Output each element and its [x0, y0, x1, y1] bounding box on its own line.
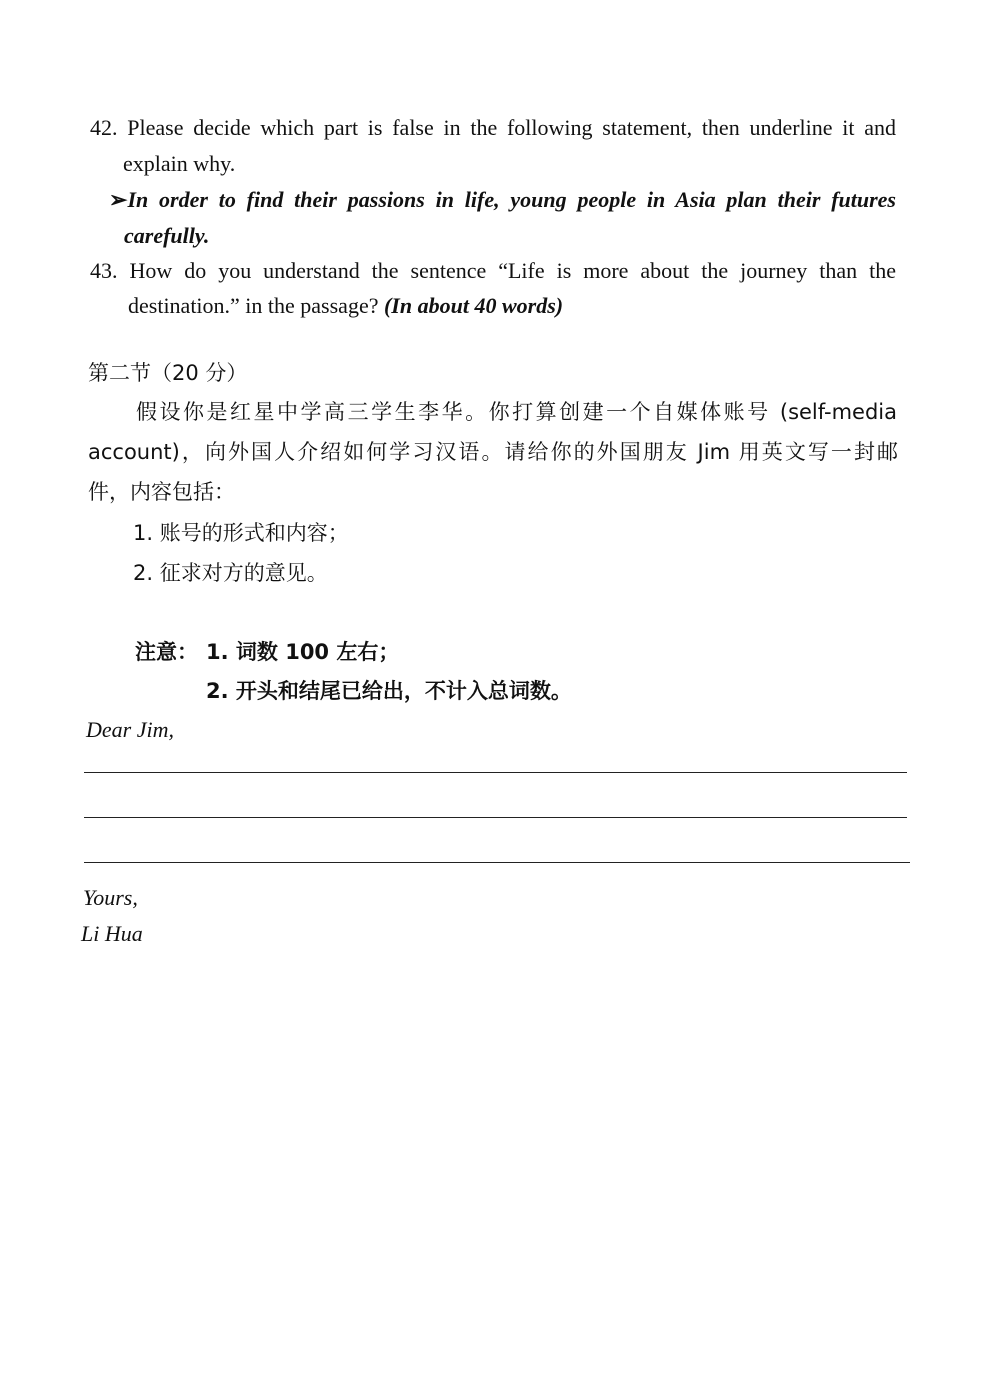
answer-line-1[interactable]	[84, 772, 907, 773]
q42-text-line1: Please decide which part is false in the following statement, then underline it and	[127, 115, 896, 140]
q43-line1	[90, 257, 896, 285]
q42-statement-line1	[109, 186, 896, 214]
arrow-bullet-icon: ➢	[109, 187, 128, 212]
answer-line-3[interactable]	[84, 862, 910, 863]
letter-greeting: Dear Jim,	[86, 717, 174, 742]
letter-signature: Li Hua	[81, 921, 143, 946]
q43-number: 43.	[90, 258, 118, 283]
letter-closing: Yours,	[83, 885, 138, 910]
writing-prompt-line1: 假设你是红星中学高三学生李华。你打算创建一个自媒体账号 (self-media	[136, 400, 897, 424]
section2-heading: 第二节（20 分）	[88, 361, 248, 385]
q42-text-line2: explain why.	[123, 151, 236, 176]
q42-line1	[90, 114, 896, 142]
q43-text-line1: How do you understand the sentence “Life is more about the journey than the	[129, 258, 897, 283]
prompt-item-2: 2. 征求对方的意见。	[133, 561, 328, 585]
prompt-item-1: 1. 账号的形式和内容；	[133, 521, 349, 545]
statement-text-line1: In order to find their passions in life, young people in Asia plan their futures	[127, 187, 896, 212]
q43-text-line2: destination.” in the passage?	[128, 293, 379, 318]
q42-number: 42.	[90, 115, 118, 140]
q43-line2	[128, 292, 563, 320]
notes-label: 注意：	[135, 640, 198, 664]
answer-line-2[interactable]	[84, 817, 907, 818]
note-1: 1. 词数 100 左右；	[206, 640, 400, 664]
writing-prompt-line3: 件，内容包括：	[88, 480, 235, 504]
note-2: 2. 开头和结尾已给出，不计入总词数。	[206, 679, 572, 703]
q43-word-limit: (In about 40 words)	[383, 293, 564, 318]
writing-prompt-line2: account)，向外国人介绍如何学习汉语。请给你的外国朋友 Jim 用英文写一封邮	[88, 440, 898, 464]
q42-statement-line2: carefully.	[124, 223, 210, 248]
